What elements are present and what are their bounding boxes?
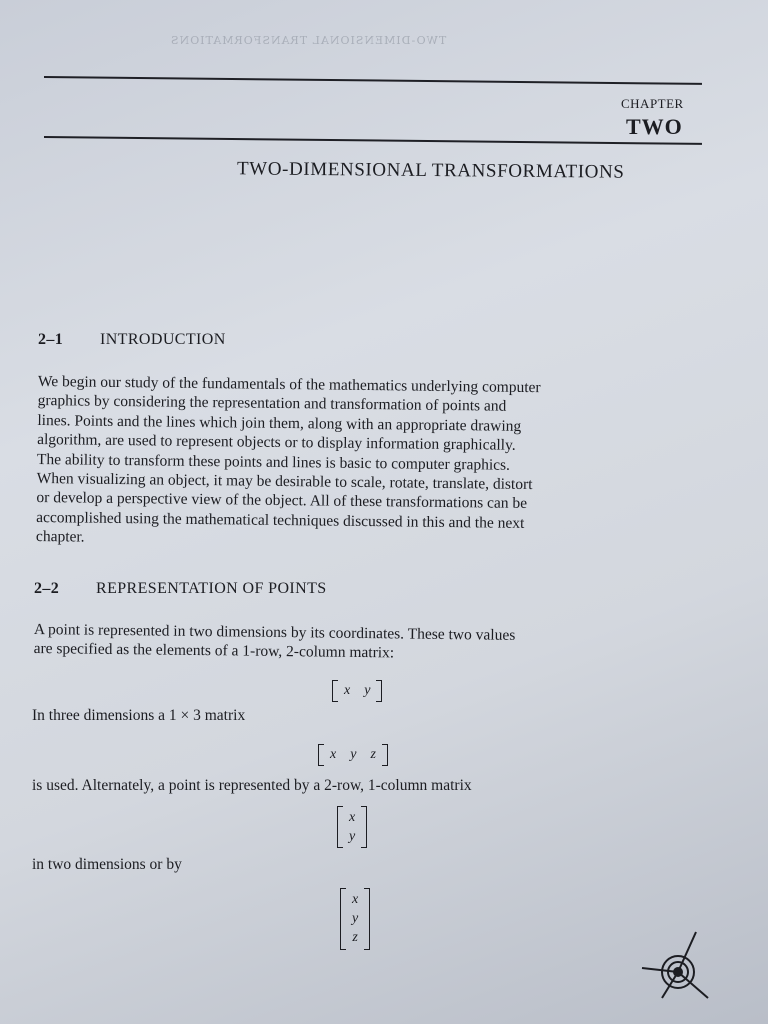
three-dimensions-line — [32, 706, 692, 725]
chapter-rule-bottom — [44, 136, 702, 145]
paragraph-line: accomplished using the mathematical techniques discussed in this and the next — [36, 508, 525, 532]
section-title: INTRODUCTION — [100, 331, 226, 348]
paragraph-line: The ability to transform these points and lines is basic to computer graphics. — [36, 450, 511, 474]
matrix-element: x — [330, 747, 337, 762]
corner-logo-icon — [638, 928, 718, 1008]
paragraph-line: chapter. — [35, 528, 85, 546]
right-bracket — [382, 744, 388, 766]
representation-paragraph — [34, 620, 694, 667]
paragraph-line: graphics by considering the representation and transformation of points and — [37, 392, 507, 416]
matrix-element: x — [349, 809, 356, 825]
column-matrix-3d — [340, 888, 370, 950]
chapter-number: TWO — [626, 114, 683, 139]
matrix-element: x — [344, 683, 351, 698]
section-number: 2–1 — [38, 331, 64, 348]
matrix-element: z — [370, 747, 376, 762]
section-heading-introduction — [38, 331, 226, 349]
two-dimensions-line — [32, 855, 692, 874]
right-bracket — [361, 806, 367, 848]
paragraph-line: in two dimensions or by — [32, 856, 182, 873]
paragraph-line: algorithm, are used to represent objects or to display information graphically. — [37, 431, 516, 455]
right-bracket — [364, 888, 370, 950]
chapter-rule-top — [44, 76, 702, 85]
paragraph-line: A point is represented in two dimensions by its coordinates. These two values — [33, 620, 516, 644]
matrix-element: x — [352, 891, 359, 907]
right-bracket — [376, 680, 382, 702]
paragraph-line: When visualizing an object, it may be desirable to scale, rotate, translate, distort — [36, 470, 533, 494]
row-matrix-3d — [318, 744, 388, 766]
matrix-element: y — [350, 747, 357, 762]
column-matrix-2d — [337, 806, 367, 848]
paragraph-line: or develop a perspective view of the object. All of these transformations can be — [36, 489, 528, 513]
paragraph-line: In three dimensions a 1 × 3 matrix — [32, 707, 246, 724]
section-heading-representation-of-points — [34, 580, 327, 598]
matrix-element: y — [364, 683, 371, 698]
chapter-label: CHAPTER — [621, 96, 684, 111]
matrix-element: z — [352, 930, 358, 946]
paragraph-line: We begin our study of the fundamentals of the mathematics underlying computer — [37, 372, 541, 397]
matrix-element: y — [349, 828, 356, 844]
paragraph-line: lines. Points and the lines which join them, along with an appropriate drawing — [37, 411, 522, 435]
section-title: REPRESENTATION OF POINTS — [96, 580, 327, 597]
matrix-element: y — [352, 910, 359, 926]
chapter-title: TWO-DIMENSIONAL TRANSFORMATIONS — [236, 158, 625, 183]
section-number: 2–2 — [34, 580, 60, 597]
paragraph-line: is used. Alternately, a point is represented by a 2-row, 1-column matrix — [32, 777, 472, 794]
row-matrix-2d — [332, 680, 382, 702]
introduction-paragraph — [36, 372, 698, 555]
paragraph-line: are specified as the elements of a 1-row, 2-column matrix: — [33, 640, 395, 662]
bleed-through-running-head: TWO-DIMENSIONAL TRANSFORMATIONS — [170, 34, 447, 47]
alternately-line — [32, 776, 692, 795]
